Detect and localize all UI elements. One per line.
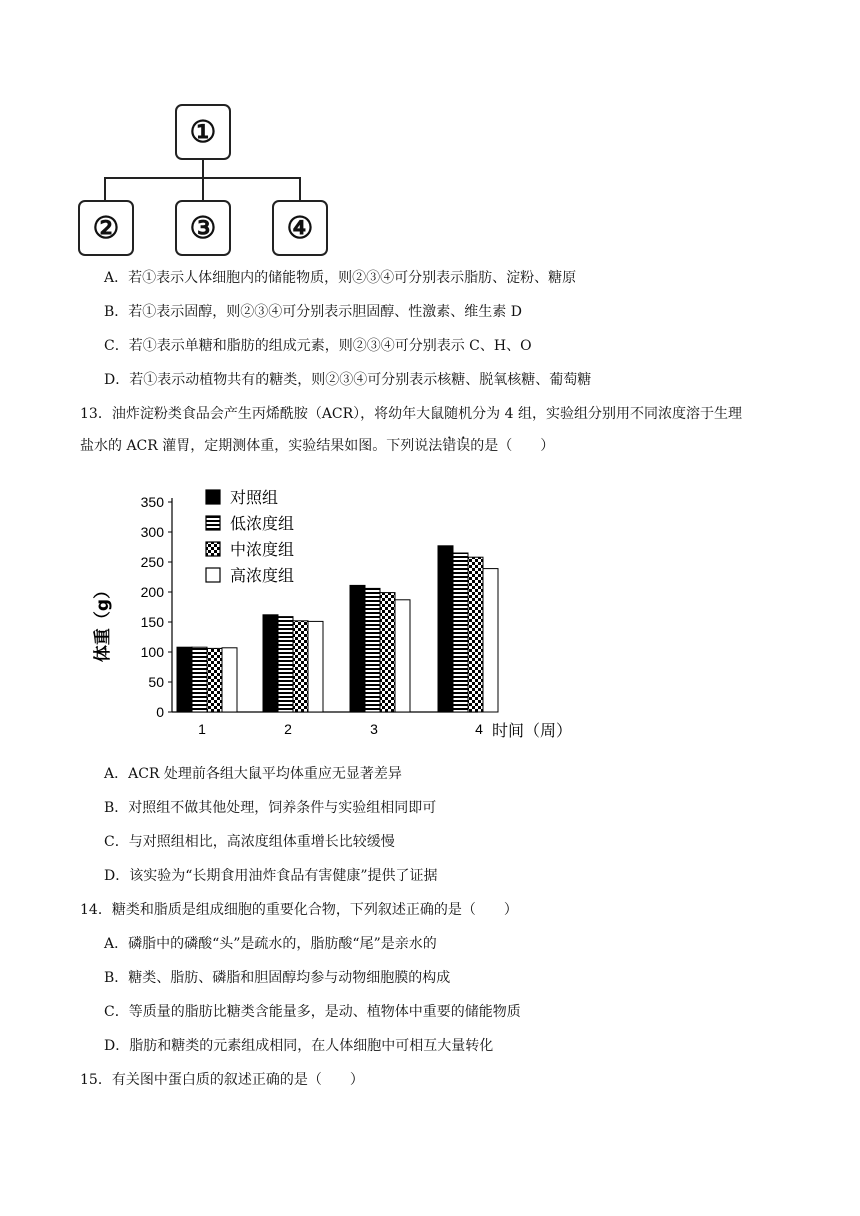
y-tick-label: 350 <box>140 494 164 510</box>
x-axis-label: 时间（周） <box>492 721 573 740</box>
q15-stem: 15．有关图中蛋白质的叙述正确的是（ ） <box>80 1072 364 1088</box>
y-tick-label: 200 <box>140 584 164 600</box>
q13-stem-line2 <box>80 436 554 456</box>
y-tick-label: 50 <box>148 674 164 690</box>
bar <box>293 621 308 712</box>
bar <box>453 553 468 712</box>
q13-option-d: D．该实验为“长期食用油炸食品有害健康”提供了证据 <box>104 868 438 884</box>
q14-stem: 14．糖类和脂质是组成细胞的重要化合物，下列叙述正确的是（ ） <box>80 902 518 918</box>
q14-option-d: D．脂肪和糖类的元素组成相同，在人体细胞中可相互大量转化 <box>104 1038 494 1054</box>
bar <box>263 615 278 712</box>
legend-label: 中浓度组 <box>230 540 295 559</box>
legend-label: 对照组 <box>230 488 279 507</box>
tree-connector <box>299 177 301 201</box>
tree-node-child: ② <box>78 200 134 256</box>
q12-option-b: B．若①表示固醇，则②③④可分别表示胆固醇、性激素、维生素 D <box>104 304 522 320</box>
tree-connector <box>104 177 106 201</box>
tree-node-top: ① <box>175 104 231 160</box>
q13-option-a: A．ACR 处理前各组大鼠平均体重应无显著差异 <box>104 766 402 782</box>
y-tick-label: 150 <box>140 614 164 630</box>
bar <box>395 600 410 712</box>
q12-option-d: D．若①表示动植物共有的糖类，则②③④可分别表示核糖、脱氧核糖、葡萄糖 <box>104 372 592 388</box>
tree-node-child: ④ <box>272 200 328 256</box>
y-tick-label: 100 <box>140 644 164 660</box>
bar <box>192 647 207 712</box>
chart-legend <box>206 488 294 585</box>
bar <box>278 617 293 712</box>
legend-label: 低浓度组 <box>230 514 295 533</box>
tree-node-child: ③ <box>175 200 231 256</box>
tree-connector <box>202 160 204 178</box>
q12-option-c: C．若①表示单糖和脂肪的组成元素，则②③④可分别表示 C、H、O <box>104 338 532 354</box>
y-tick-label: 250 <box>140 554 164 570</box>
legend-label: 高浓度组 <box>230 566 295 585</box>
tree-connector <box>202 177 204 201</box>
q14-option-b: B．糖类、脂肪、磷脂和胆固醇均参与动物细胞膜的构成 <box>104 970 451 986</box>
bar <box>207 648 222 712</box>
legend-swatch <box>206 490 220 504</box>
q14-option-a: A．磷脂中的磷酸“头”是疏水的，脂肪酸“尾”是亲水的 <box>104 936 437 952</box>
bar <box>380 593 395 712</box>
bar <box>483 569 498 712</box>
x-tick-label: 3 <box>370 721 378 737</box>
bar <box>308 621 323 712</box>
legend-swatch <box>206 516 220 530</box>
chart-axes <box>92 494 572 740</box>
q14-option-c: C．等质量的脂肪比糖类含能量多，是动、植物体中重要的储能物质 <box>104 1004 521 1020</box>
q13-stem-line1: 13．油炸淀粉类食品会产生丙烯酰胺（ACR），将幼年大鼠随机分为 4 组，实验组分别用不同浓度溶于生理 <box>80 406 742 422</box>
q13-emphasis-char: 误 <box>456 438 471 454</box>
legend-swatch <box>206 542 220 556</box>
y-tick-label: 300 <box>140 524 164 540</box>
bar <box>365 588 380 712</box>
q12-option-a: A．若①表示人体细胞内的储能物质，则②③④可分别表示脂肪、淀粉、糖原 <box>104 270 577 286</box>
bar <box>222 648 237 712</box>
x-tick-label: 4 <box>475 721 483 737</box>
y-tick-label: 0 <box>156 704 164 720</box>
q13-stem-text: 的是（ ） <box>470 438 555 454</box>
q13-emphasis-char: 错 <box>442 438 457 454</box>
q13-stem-text: 盐水的 ACR 灌胃，定期测体重，实验结果如图。下列说法 <box>80 438 443 454</box>
y-axis-label: 体重（g） <box>93 581 113 663</box>
bar <box>350 585 365 712</box>
bar <box>177 647 192 712</box>
bar <box>468 557 483 712</box>
x-tick-label: 2 <box>284 721 292 737</box>
x-tick-label: 1 <box>198 721 206 737</box>
legend-swatch <box>206 568 220 582</box>
q13-option-c: C．与对照组相比，高浓度组体重增长比较缓慢 <box>104 834 395 850</box>
chart-bars <box>177 546 498 712</box>
q13-option-b: B．对照组不做其他处理，饲养条件与实验组相同即可 <box>104 800 437 816</box>
body-weight-bar-chart <box>88 484 598 748</box>
bar <box>438 546 453 712</box>
